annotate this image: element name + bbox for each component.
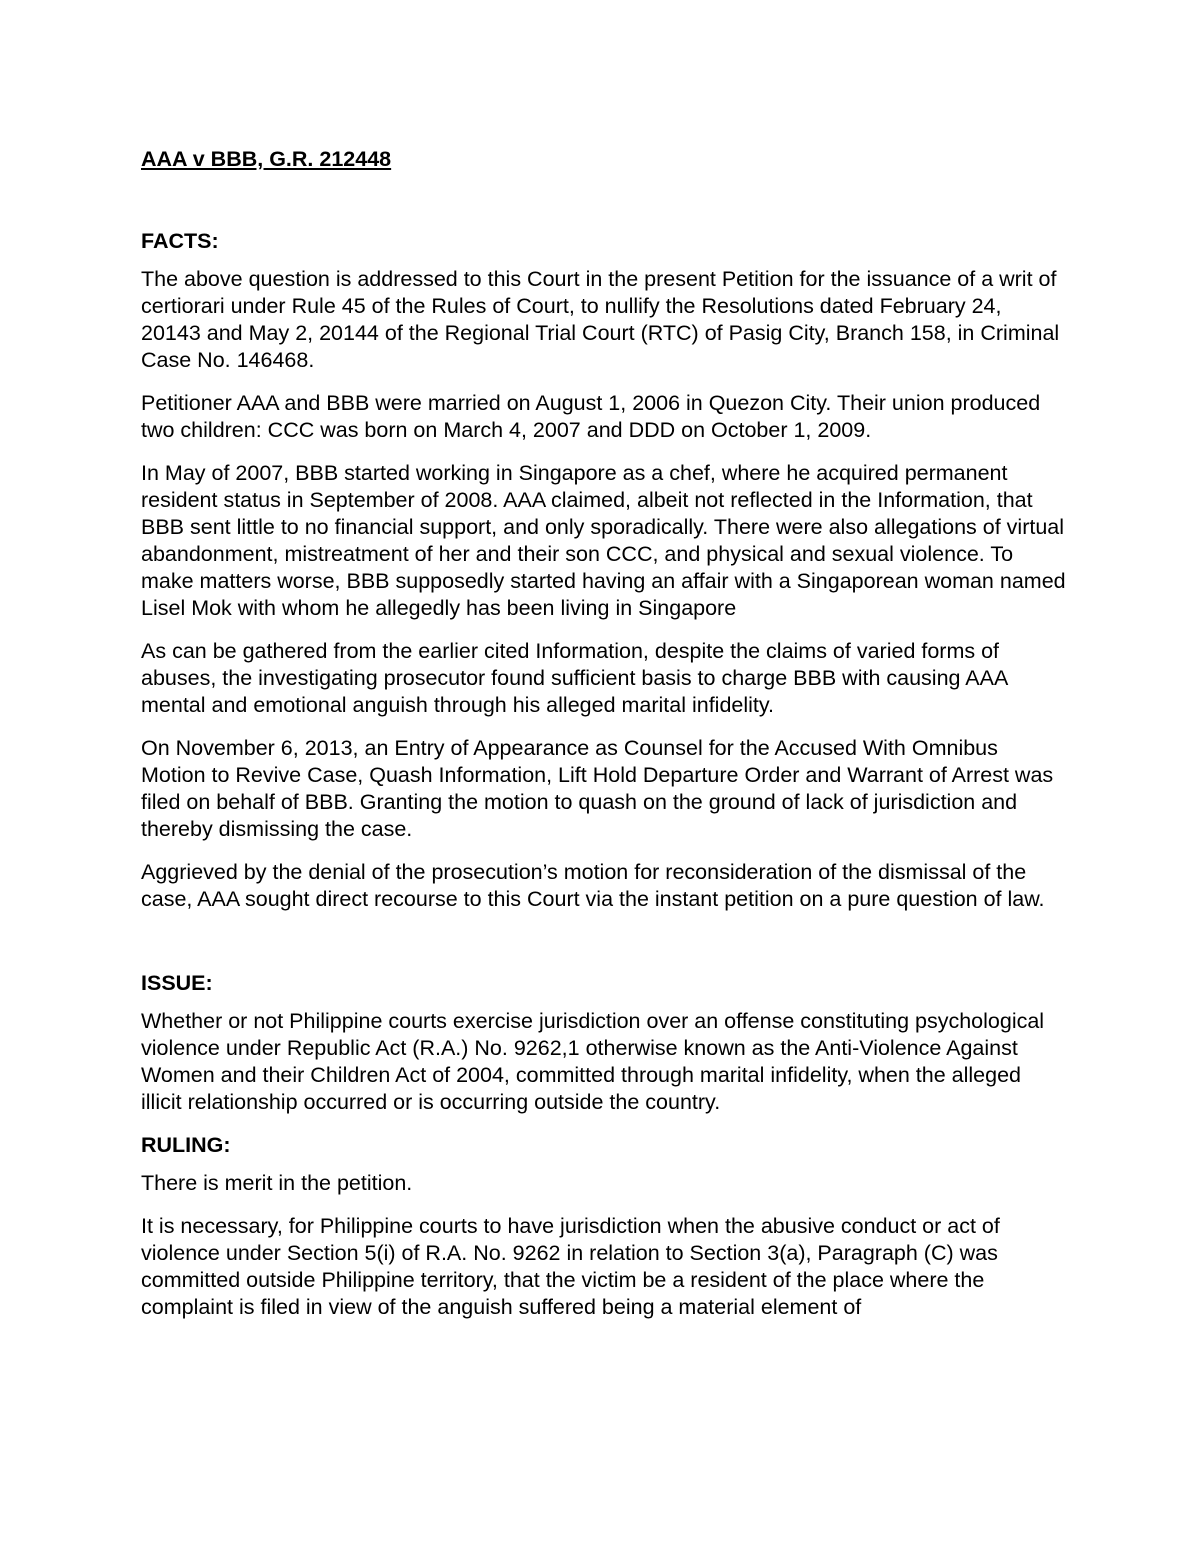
facts-heading: FACTS: [141, 229, 219, 253]
ruling-paragraph: It is necessary, for Philippine courts to have jurisdiction when the abusive conduct or act of violence under Section 5(i) of R.A. No. 9262 in relation to Section 3(a), Paragraph (C) was committed outside Philippine territory, that the victim be a resident of the place where the complaint is filed in view of the anguish suffered being a material element of [141, 1214, 1000, 1319]
facts-paragraph: On November 6, 2013, an Entry of Appearance as Counsel for the Accused With Omnibus Motion to Revive Case, Quash Information, Lift Hold Departure Order and Warrant of Arrest was filed on behalf of BBB. Granting the motion to quash on the ground of lack of jurisdiction and thereby dismissing the case. [141, 736, 1054, 841]
facts-paragraph: In May of 2007, BBB started working in Singapore as a chef, where he acquired permanent resident status in September of 2008. AAA claimed, albeit not reflected in the Information, that BBB sent little to no financial support, and only sporadically. There were also allegations of virtual abandonment, mistreatment of her and their son CCC, and physical and sexual violence. To make matters worse, BBB supposedly started having an affair with a Singaporean woman named Lisel Mok with whom he allegedly has been living in Singapore [141, 461, 1066, 620]
facts-paragraph: Petitioner AAA and BBB were married on August 1, 2006 in Quezon City. Their union produced two children: CCC was born on March 4, 2007 and DDD on October 1, 2009. [141, 391, 1041, 442]
issue-paragraph: Whether or not Philippine courts exercise jurisdiction over an offense constituting psychological violence under Republic Act (R.A.) No. 9262,1 otherwise known as the Anti-Violence Against Women and their Children Act of 2004, committed through marital infidelity, when the alleged illicit relationship occurred or is occurring outside the country. [141, 1009, 1045, 1114]
issue-heading: ISSUE: [141, 971, 213, 995]
facts-paragraph: Aggrieved by the denial of the prosecution’s motion for reconsideration of the dismissal of the case, AAA sought direct recourse to this Court via the instant petition on a pure question of law. [141, 860, 1045, 911]
ruling-heading: RULING: [141, 1133, 231, 1157]
ruling-paragraph: There is merit in the petition. [141, 1171, 413, 1195]
facts-paragraph: The above question is addressed to this Court in the present Petition for the issuance of a writ of certiorari under Rule 45 of the Rules of Court, to nullify the Resolutions dated February 24, 20143 and May 2, 20144 of the Regional Trial Court (RTC) of Pasig City, Branch 158, in Criminal Case No. 146468. [141, 267, 1060, 372]
facts-paragraph: As can be gathered from the earlier cited Information, despite the claims of varied forms of abuses, the investigating prosecutor found sufficient basis to charge BBB with causing AAA mental and emotional anguish through his alleged marital infidelity. [141, 639, 1008, 717]
document-page [141, 146, 1066, 1321]
case-title: AAA v BBB, G.R. 212448 [141, 147, 392, 171]
